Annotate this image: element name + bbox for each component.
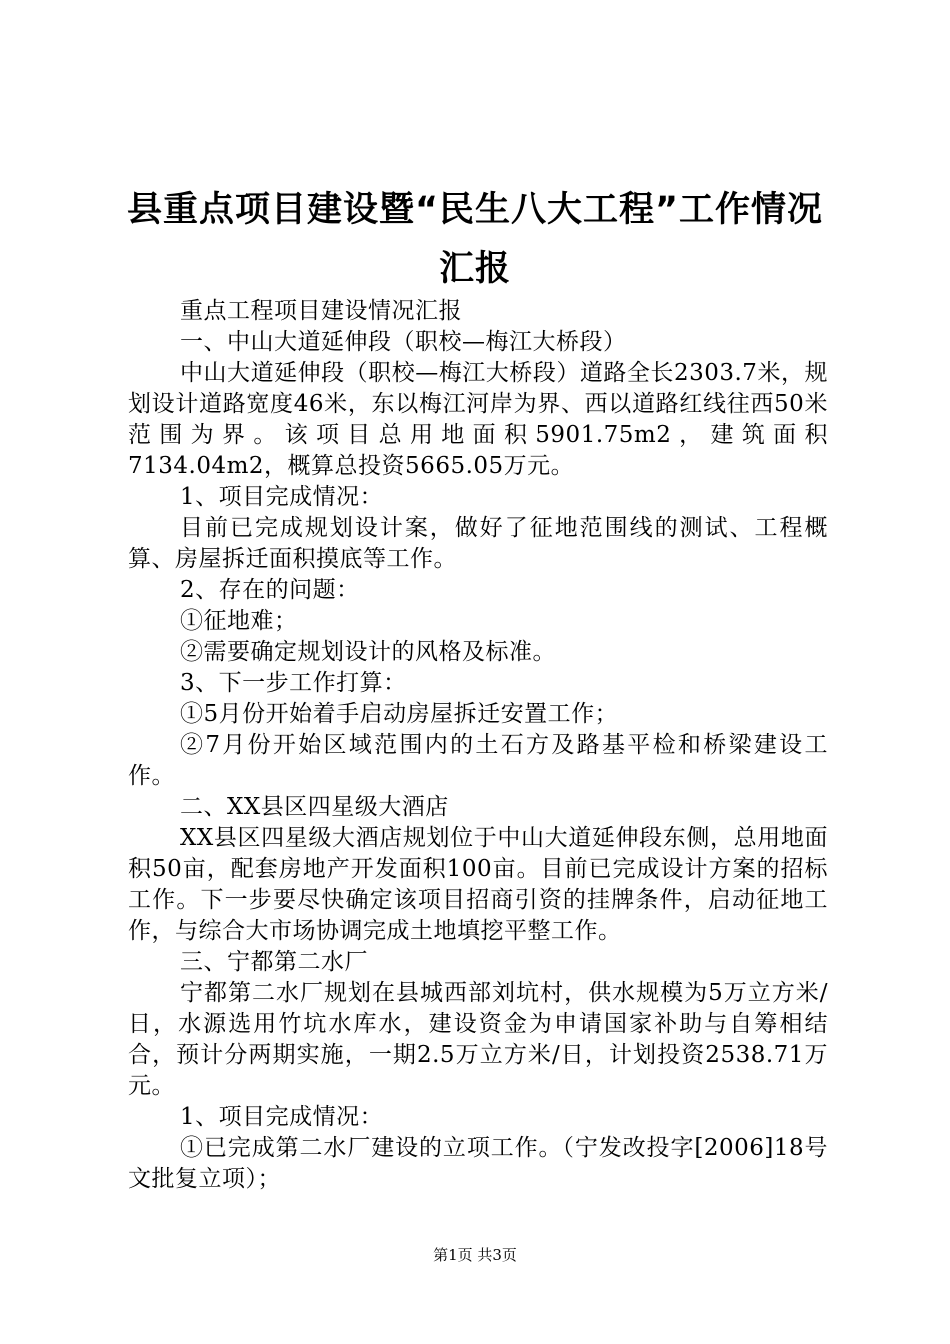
document-title-line-1: 县重点项目建设暨“民生八大工程”工作情况 [126,190,823,230]
subsection-heading: 3、下一步工作打算： [180,670,407,696]
paragraph: XX县区四星级大酒店规划位于中山大道延伸段东侧，总用地面积50亩，配套房地产开发面积100亩。目前已完成设计方案的招标工作。下一步要尽快确定该项目招商引资的挂牌条件，启动征地工作，与综合大市场协调完成土地填挖平整工作。 [128,825,828,944]
list-item: ①征地难； [180,608,298,634]
section-heading-1: 一、中山大道延伸段（职校—梅江大桥段） [180,329,627,355]
page-footer: 第1页 共3页 [433,1246,517,1264]
list-item: ②需要确定规划设计的风格及标准。 [180,639,556,665]
subsection-heading: 1、项目完成情况： [180,484,384,510]
paragraph: 中山大道延伸段（职校—梅江大桥段）道路全长2303.7米，规划设计道路宽度46米，东以梅江河岸为界、西以道路红线往西50米范围为界。该项目总用地面积5901.75m2，建筑面积7134.04m2，概算总投资5665.05万元。 [128,360,828,479]
paragraph: 宁都第二水厂规划在县城西部刘坑村，供水规模为5万立方米/日，水源选用竹坑水库水，建设资金为申请国家补助与自筹相结合，预计分两期实施，一期2.5万立方米/日，计划投资2538.71万元。 [128,980,828,1099]
document-body [128,296,828,1195]
section-heading-3: 三、宁都第二水厂 [180,949,368,975]
subsection-heading: 1、项目完成情况： [180,1104,384,1130]
list-item: ①5月份开始着手启动房屋拆迁安置工作； [180,701,619,727]
paragraph-subtitle: 重点工程项目建设情况汇报 [180,298,462,324]
paragraph: 目前已完成规划设计案，做好了征地范围线的测试、工程概算、房屋拆迁面积摸底等工作。 [128,515,828,572]
section-heading-2: 二、XX县区四星级大酒店 [180,794,449,820]
subsection-heading: 2、存在的问题： [180,577,360,603]
list-item: ②7月份开始区域范围内的土石方及路基平检和桥梁建设工作。 [128,732,828,789]
list-item: ①已完成第二水厂建设的立项工作。（宁发改投字[2006]18号文批复立项）； [128,1135,828,1192]
document-title-line-2: 汇报 [438,249,511,289]
